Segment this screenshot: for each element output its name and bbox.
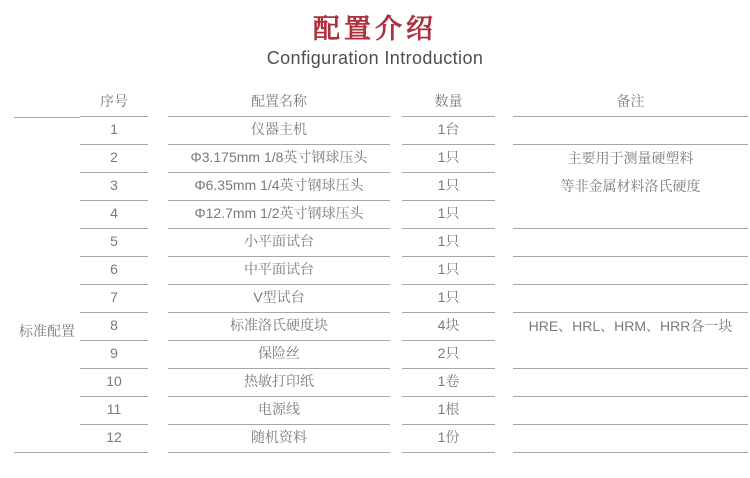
column-spacer [148, 173, 168, 201]
row-index-cell: 5 [80, 229, 148, 257]
row-index-cell: 1 [80, 117, 148, 145]
column-spacer [390, 397, 402, 425]
row-index-cell: 3 [80, 173, 148, 201]
column-spacer [495, 397, 513, 425]
group-cell-standard-config [14, 117, 80, 453]
row-qty-cell: 1根 [402, 397, 495, 425]
column-spacer [390, 425, 402, 453]
row-remark-cell [513, 397, 748, 425]
column-spacer [390, 89, 402, 117]
column-spacer [495, 369, 513, 397]
column-spacer [495, 285, 513, 313]
table-row [14, 173, 750, 201]
table-row [14, 257, 750, 285]
config-table [0, 89, 750, 453]
column-spacer [390, 341, 402, 369]
table-row [14, 201, 750, 229]
row-index-cell: 7 [80, 285, 148, 313]
column-spacer [148, 145, 168, 173]
row-name-cell: 小平面试台 [168, 229, 390, 257]
row-remark-cell [513, 285, 748, 313]
page-subtitle: Configuration Introduction [266, 48, 484, 69]
row-qty-cell: 1只 [402, 201, 495, 229]
row-qty-cell: 1只 [402, 173, 495, 201]
column-spacer [390, 313, 402, 341]
table-row [14, 285, 750, 313]
table-row [14, 369, 750, 397]
row-qty-cell: 1只 [402, 257, 495, 285]
page-title: 配置介绍 [313, 14, 437, 44]
table-row [14, 229, 750, 257]
row-index-cell: 9 [80, 341, 148, 369]
column-spacer [495, 313, 513, 341]
row-name-cell: V型试台 [168, 285, 390, 313]
column-spacer [148, 229, 168, 257]
table-row [14, 117, 750, 145]
col-header-name: 配置名称 [168, 89, 390, 117]
column-spacer [390, 285, 402, 313]
row-qty-cell: 2只 [402, 341, 495, 369]
table-row [14, 425, 750, 453]
row-name-cell: Φ6.35mm 1/4英寸钢球压头 [168, 173, 390, 201]
col-header-qty: 数量 [402, 89, 495, 117]
row-name-cell: 电源线 [168, 397, 390, 425]
column-spacer [495, 341, 513, 369]
header-group-spacer [14, 89, 80, 117]
table-body [14, 117, 750, 453]
page [0, 13, 750, 453]
row-name-cell: 仪器主机 [168, 117, 390, 145]
column-spacer [148, 425, 168, 453]
row-index-cell: 6 [80, 257, 148, 285]
row-remark-cell [513, 369, 748, 397]
column-spacer [495, 173, 513, 201]
col-header-index: 序号 [80, 89, 148, 117]
column-spacer [148, 285, 168, 313]
column-spacer [390, 145, 402, 173]
row-name-cell: 热敏打印纸 [168, 369, 390, 397]
row-qty-cell: 1只 [402, 229, 495, 257]
row-remark-cell: HRE、HRL、HRM、HRR各一块 [528, 317, 733, 334]
column-spacer [390, 257, 402, 285]
col-header-remark: 备注 [513, 89, 748, 117]
column-spacer [495, 89, 513, 117]
column-spacer [148, 201, 168, 229]
row-name-cell: 随机资料 [168, 425, 390, 453]
row-qty-cell: 1份 [402, 425, 495, 453]
column-spacer [148, 257, 168, 285]
row-remark-cell [513, 425, 748, 453]
row-qty-cell: 1只 [402, 285, 495, 313]
row-remark-cell [513, 229, 748, 257]
table-row [14, 313, 750, 341]
row-index-cell: 10 [80, 369, 148, 397]
row-remark-cell: 等非金属材料洛氏硬度 [560, 177, 701, 194]
column-spacer [390, 201, 402, 229]
row-name-cell: 保险丝 [168, 341, 390, 369]
column-spacer [495, 229, 513, 257]
row-index-cell: 8 [80, 313, 148, 341]
column-spacer [390, 117, 402, 145]
row-remark-cell [513, 257, 748, 285]
row-remark-cell [513, 341, 748, 369]
column-spacer [495, 425, 513, 453]
row-qty-cell: 1卷 [402, 369, 495, 397]
column-spacer [495, 145, 513, 173]
row-name-cell: Φ3.175mm 1/8英寸钢球压头 [168, 145, 390, 173]
row-name-cell: 标准洛氏硬度块 [168, 313, 390, 341]
row-remark-cell [513, 201, 748, 229]
table-row [14, 145, 750, 173]
table-header-row [14, 89, 750, 117]
row-remark-cell [513, 117, 748, 145]
column-spacer [390, 229, 402, 257]
row-index-cell: 12 [80, 425, 148, 453]
row-name-cell: 中平面试台 [168, 257, 390, 285]
column-spacer [390, 173, 402, 201]
column-spacer [390, 369, 402, 397]
column-spacer [148, 369, 168, 397]
column-spacer [495, 117, 513, 145]
column-spacer [148, 397, 168, 425]
row-remark-cell: 主要用于测量硬塑料 [567, 149, 694, 166]
column-spacer [148, 117, 168, 145]
row-index-cell: 11 [80, 397, 148, 425]
column-spacer [495, 257, 513, 285]
group-label: 标准配置 [19, 322, 75, 339]
table-row [14, 397, 750, 425]
column-spacer [148, 89, 168, 117]
table-row [14, 341, 750, 369]
row-index-cell: 4 [80, 201, 148, 229]
row-qty-cell: 4块 [402, 313, 495, 341]
column-spacer [148, 313, 168, 341]
column-spacer [148, 341, 168, 369]
column-spacer [495, 201, 513, 229]
row-index-cell: 2 [80, 145, 148, 173]
row-qty-cell: 1台 [402, 117, 495, 145]
row-name-cell: Φ12.7mm 1/2英寸钢球压头 [168, 201, 390, 229]
row-qty-cell: 1只 [402, 145, 495, 173]
